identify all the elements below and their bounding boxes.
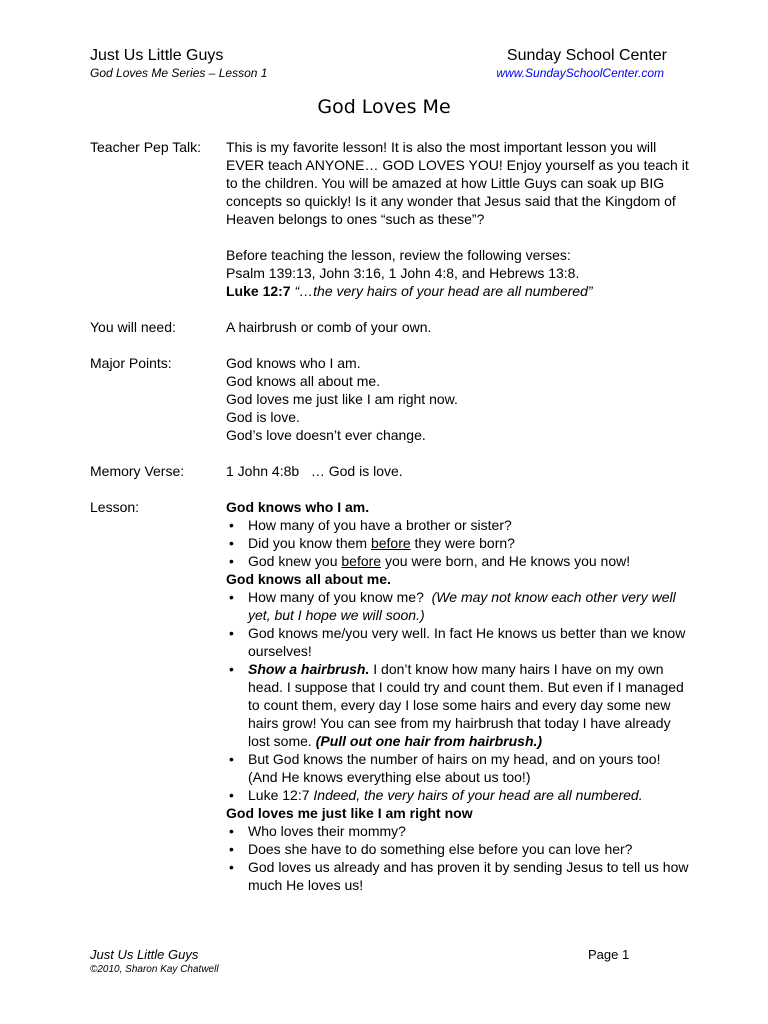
bullet-list: [226, 822, 690, 894]
major-point: God loves me just like I am right now.: [226, 391, 458, 407]
section-heading: God knows all about me.: [226, 571, 391, 587]
section-heading: God knows who I am.: [226, 499, 370, 515]
list-item: • But God knows the number of hairs on my head, and on yours too! (And He knows everything else about us too!): [226, 750, 690, 786]
page-number: Page 1: [588, 947, 630, 962]
bullet-list: [226, 516, 690, 570]
major-point: God is love.: [226, 409, 300, 425]
list-item: • Who loves their mommy?: [226, 822, 690, 840]
list-item: • Did you know them before they were born?: [226, 534, 690, 552]
need-row: [90, 318, 690, 336]
pep-talk-content: [226, 138, 690, 300]
list-item: • How many of you have a brother or sister?: [226, 516, 690, 534]
list-item: • How many of you know me? (We may not know each other very well yet, but I hope we will soon.): [226, 588, 690, 624]
memory-verse-label: Memory Verse:: [90, 463, 185, 479]
major-point: God knows who I am.: [226, 355, 361, 371]
list-item: • God knows me/you very well. In fact He knows us better than we know ourselves!: [226, 624, 690, 660]
luke-verse: [226, 282, 690, 300]
header-right-title: Sunday School Center: [506, 47, 667, 64]
major-points-row: [90, 354, 690, 444]
major-point: God’s love doesn’t ever change.: [226, 427, 426, 443]
footer-title: Just Us Little Guys: [90, 947, 199, 962]
need-value: A hairbrush or comb of your own.: [226, 319, 432, 335]
list-item: • God loves us already and has proven it by sending Jesus to tell us how much He loves us!: [226, 858, 690, 894]
list-item: • Luke 12:7 Indeed, the very hairs of your head are all numbered.: [226, 786, 690, 804]
major-point: God knows all about me.: [226, 373, 381, 389]
page-title: God Loves Me: [317, 96, 451, 118]
header-left-subtitle: God Loves Me Series – Lesson 1: [90, 66, 268, 80]
lesson-content: [226, 498, 690, 894]
major-points-label: Major Points:: [90, 355, 172, 371]
header-left-title: Just Us Little Guys: [90, 47, 224, 64]
lesson-label: Lesson:: [90, 499, 140, 515]
list-item: • Show a hairbrush. I don’t know how many hairs I have on my own head. I suppose that I could try and count them. But even if I managed to count them, every day I lose some hairs and every day some new hairs grow! You can see from my hairbrush that today I have already lost some. (Pull out one hair from hairbrush.): [226, 660, 690, 750]
header-url-link[interactable]: www.SundaySchoolCenter.com: [496, 66, 664, 80]
list-item: • God knew you before you were born, and He knows you now!: [226, 552, 690, 570]
pep-talk-label: Teacher Pep Talk:: [90, 139, 202, 155]
list-item: • Does she have to do something else before you can love her?: [226, 840, 690, 858]
lesson-body: [90, 138, 690, 894]
lesson-row: [90, 498, 690, 894]
need-label: You will need:: [90, 319, 176, 335]
pep-talk-paragraph: This is my favorite lesson! It is also the most important lesson you will EVER teach ANYONE… GOD LOVES YOU! Enjoy yourself as you teach it to the children. You will be amazed at how Little Guys can soak up BIG concepts so quickly! Is it any wonder that Jesus said that the Kingdom of Heaven belongs to ones “such as these”?: [226, 139, 689, 227]
bullet-list: [226, 588, 690, 804]
major-points-list: [226, 354, 690, 444]
memory-verse-value: 1 John 4:8b … God is love.: [226, 463, 403, 479]
memory-verse-row: [90, 462, 690, 480]
luke-ref: Luke 12:7: [226, 283, 291, 299]
review-intro: Before teaching the lesson, review the following verses:: [226, 247, 571, 263]
pep-talk-row: [90, 138, 690, 300]
review-verses: Psalm 139:13, John 3:16, 1 John 4:8, and Hebrews 13:8.: [226, 265, 580, 281]
section-heading: God loves me just like I am right now: [226, 805, 473, 821]
luke-text: “…the very hairs of your head are all numbered”: [294, 283, 593, 299]
footer-copyright: ©2010, Sharon Kay Chatwell: [90, 964, 219, 975]
